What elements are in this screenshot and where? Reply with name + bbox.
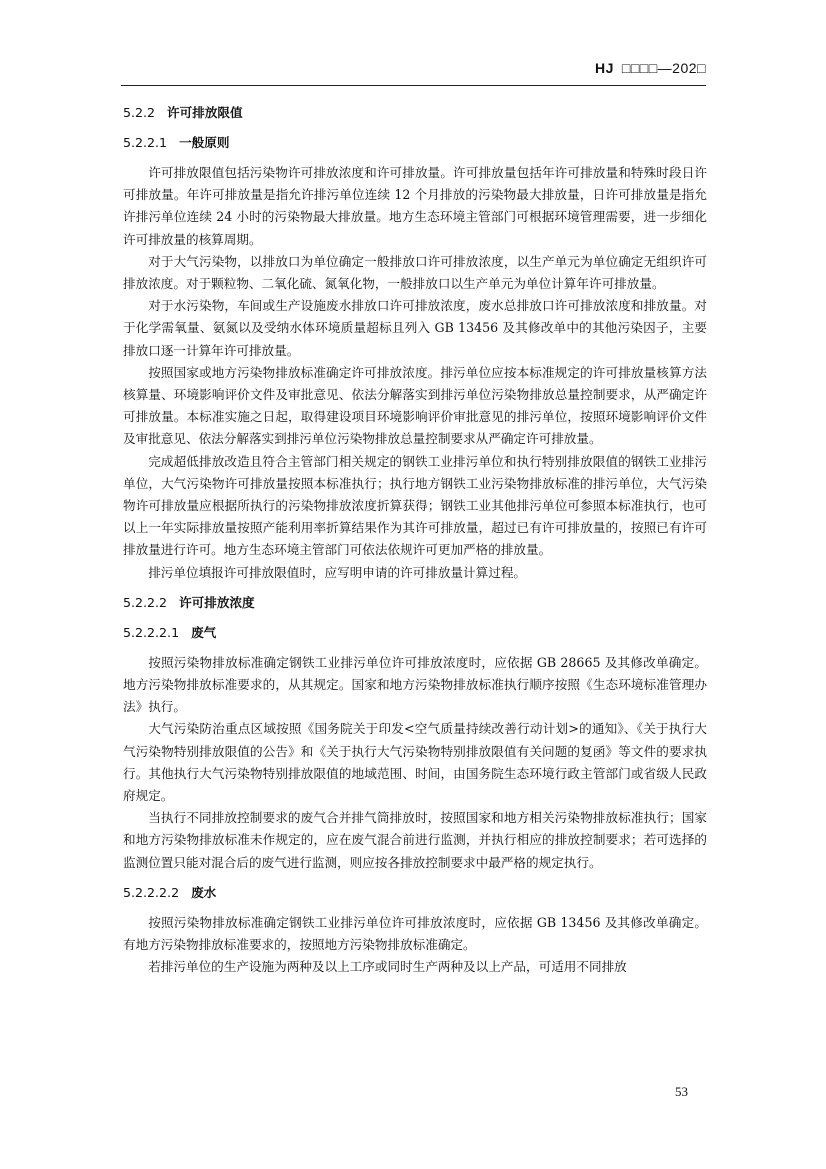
section-number: 5.2.2.2 <box>123 594 168 610</box>
standard-prefix: HJ <box>594 60 614 76</box>
section-heading <box>123 882 707 904</box>
page-number: 53 <box>675 1084 688 1099</box>
section-title: 一般原则 <box>179 135 230 150</box>
section-heading <box>123 592 707 614</box>
section-number: 5.2.2.2.2 <box>123 884 180 900</box>
paragraph: 按照污染物排放标准确定钢铁工业排污单位许可排放浓度时，应依据 GB 28665 及其修改单确定。地方污染物排放标准要求的，从其规定。国家和地方污染物排放标准执行顺序按照《生态环境标准管理办法》执行。 <box>123 654 707 715</box>
paragraph: 当执行不同排放控制要求的废气合并排气筒排放时，按照国家和地方相关污染物排放标准执行；国家和地方污染物排放标准未作规定的，应在废气混合前进行监测，并执行相应的排放控制要求；若可选择的监测位置只能对混合后的废气进行监测，则应按各排放控制要求中最严格的规定执行。 <box>123 810 707 870</box>
paragraph: 对于大气污染物，以排放口为单位确定一般排放口许可排放浓度，以生产单元为单位确定无组织许可排放浓度。对于颗粒物、二氧化硫、氮氧化物，一般排放口以生产单元为单位计算年许可排放量。 <box>123 253 707 292</box>
paragraph: 排污单位填报许可排放限值时，应写明申请的许可排放量计算过程。 <box>148 564 526 580</box>
section-heading <box>123 622 707 644</box>
paragraph: 对于水污染物，车间或生产设施废水排放口许可排放浓度，废水总排放口许可排放浓度和排放量。对于化学需氧量、氨氮以及受纳水体环境质量超标且列入 GB 13456 及其修改单中的其他污染因子，主要排放口逐一计算年许可排放量。 <box>123 298 707 358</box>
section-heading <box>123 132 707 154</box>
section-number: 5.2.2.1 <box>123 135 168 150</box>
paragraph: 大气污染防治重点区域按照《国务院关于印发<空气质量持续改善行动计划>的通知》、《关于执行大气污染物特别排放限值的公告》和《关于执行大气污染物特别排放限值有关问题的复函》等文件的要求执行。其他执行大气污染物特别排放限值的地域范围、时间，由国务院生态环境行政主管部门或省级人民政府规定。 <box>123 721 707 804</box>
standard-number: □□□□—202□ <box>621 60 706 76</box>
paragraph: 许可排放限值包括污染物许可排放浓度和许可排放量。许可排放量包括年许可排放量和特殊时段日许可排放量。年许可排放量是指允许排污单位连续 12 个月排放的污染物最大排放量，日许可排放量是指允许排污单位连续 24 小时的污染物最大排放量。地方生态环境主管部门可根据环境管理需要，进一步细化许可排放量的核算周期。 <box>123 165 707 247</box>
standard-code-header <box>595 60 706 76</box>
section-title: 废气 <box>191 624 217 640</box>
section-number: 5.2.2 <box>123 105 156 120</box>
paragraph: 完成超低排放改造且符合主管部门相关规定的钢铁工业排污单位和执行特别排放限值的钢铁工业排污单位，大气污染物许可排放量按照本标准执行；执行地方钢铁工业污染物排放标准的排污单位，大气污染物许可排放量应根据所执行的污染物排放浓度折算获得；钢铁工业其他排污单位可参照本标准执行，也可以上一年实际排放量按照产能利用率折算结果作为其许可排放量，超过已有许可排放量的，按照已有许可排放量进行许可。地方生态环境主管部门可依法依规许可更加严格的排放量。 <box>123 453 707 558</box>
section-heading <box>123 102 707 124</box>
section-number: 5.2.2.2.1 <box>123 624 180 640</box>
paragraph: 若排污单位的生产设施为两种及以上工序或同时生产两种及以上产品，可适用不同排放 <box>148 959 627 975</box>
section-title: 废水 <box>191 884 217 900</box>
section-title: 许可排放限值 <box>167 105 243 120</box>
paragraph: 按照国家或地方污染物排放标准确定许可排放浓度。排污单位应按本标准规定的许可排放量核算方法核算量、环境影响评价文件及审批意见、依法分解落实到排污单位污染物排放总量控制要求，从严确定许可排放量。本标准实施之日起，取得建设项目环境影响评价审批意见的排污单位，按照环境影响评价文件及审批意见、依法分解落实到排污单位污染物排放总量控制要求从严确定许可排放量。 <box>123 364 707 447</box>
document-body <box>123 98 707 979</box>
paragraph: 按照污染物排放标准确定钢铁工业排污单位许可排放浓度时，应依据 GB 13456 及其修改单确定。有地方污染物排放标准要求的，按照地方污染物排放标准确定。 <box>123 914 707 953</box>
header-rule <box>121 85 706 86</box>
section-title: 许可排放浓度 <box>179 594 255 610</box>
